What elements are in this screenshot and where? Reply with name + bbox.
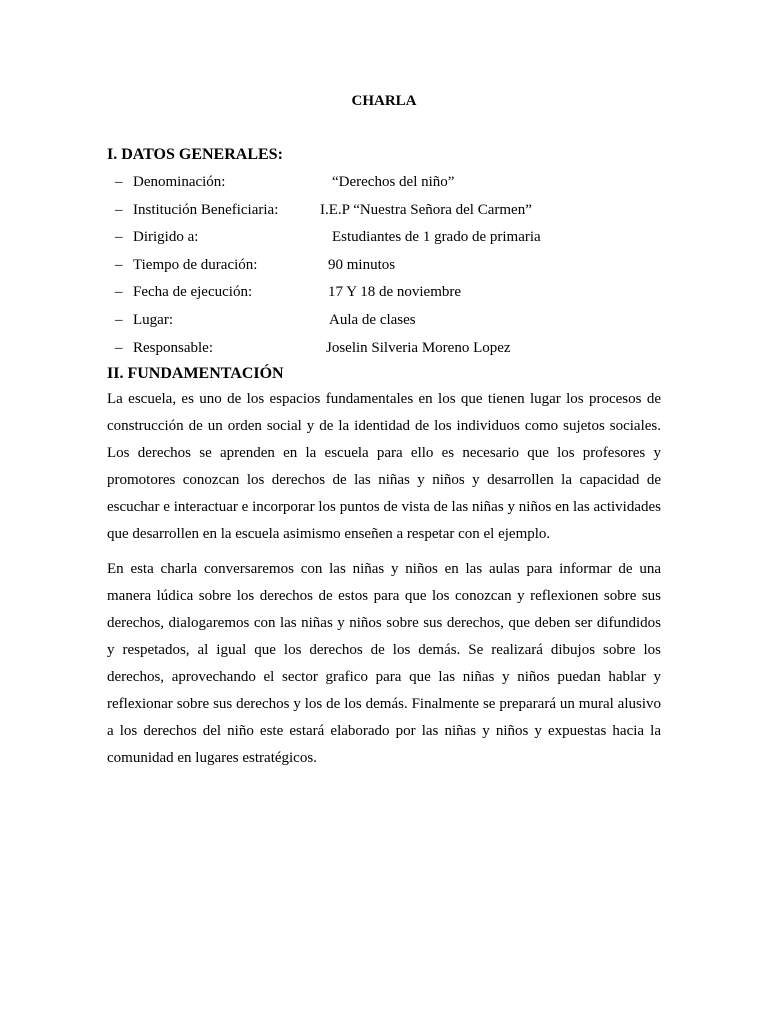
bullet-dash: – — [115, 284, 123, 301]
section-heading-datos-generales: I. DATOS GENERALES: — [107, 146, 283, 163]
datos-value: “Derechos del niño” — [332, 174, 455, 190]
datos-value: Estudiantes de 1 grado de primaria — [332, 229, 541, 246]
datos-label: Institución Beneficiaria: — [133, 201, 279, 218]
datos-value: Joselin Silveria Moreno Lopez — [326, 339, 511, 356]
datos-label: Fecha de ejecución: — [133, 284, 253, 301]
bullet-dash: – — [115, 201, 123, 218]
datos-value: 17 Y 18 de noviembre — [328, 284, 462, 301]
paragraph-fundamentacion-2: En esta charla conversaremos con las niñas y niños en las aulas para informar de una manera lúdica sobre los derechos de estos para que los conozcan y reflexionen sobre sus derechos, dialogaremos con las niñas y niños sobre sus derechos, que deben ser difundidos y respetados, al igual que los derechos de los demás. Se realizará dibujos sobre los derechos, aprovechando el sector grafico para que las niñas y niños puedan hablar y reflexionar sobre sus derechos y los de los demás. Finalmente se preparará un mural alusivo a los derechos del niño este estará elaborado por las niñas y niños y expuestas hacia la comunidad en lugares estratégicos. — [107, 561, 661, 766]
datos-value: Aula de clases — [329, 311, 416, 328]
bullet-dash: – — [115, 229, 123, 246]
datos-label: Denominación: — [133, 174, 226, 190]
bullet-dash: – — [115, 256, 123, 273]
datos-label: Dirigido a: — [133, 229, 199, 246]
bullet-dash: – — [115, 339, 123, 356]
datos-label: Lugar: — [133, 311, 173, 328]
paragraph-fundamentacion-1: La escuela, es uno de los espacios fundamentales en los que tienen lugar los procesos de construcción de un orden social y de la identidad de los individuos como sujetos sociales. Los derechos se aprenden en la escuela para ello es necesario que los profesores y promotores conozcan los derechos de las niñas y niños y desarrollen la capacidad de escuchar e interactuar e incorporar los puntos de vista de las niñas y niños en las actividades que desarrollen en la escuela asimismo enseñen a respetar con el ejemplo. — [107, 391, 661, 542]
document-title: CHARLA — [351, 93, 417, 109]
datos-label: Tiempo de duración: — [133, 256, 258, 273]
bullet-dash: – — [115, 174, 123, 190]
bullet-dash: – — [115, 311, 123, 328]
section-heading-fundamentacion: II. FUNDAMENTACIÓN — [107, 365, 284, 382]
datos-label: Responsable: — [133, 339, 213, 356]
datos-value: 90 minutos — [328, 256, 396, 273]
datos-value: I.E.P “Nuestra Señora del Carmen” — [320, 201, 532, 218]
